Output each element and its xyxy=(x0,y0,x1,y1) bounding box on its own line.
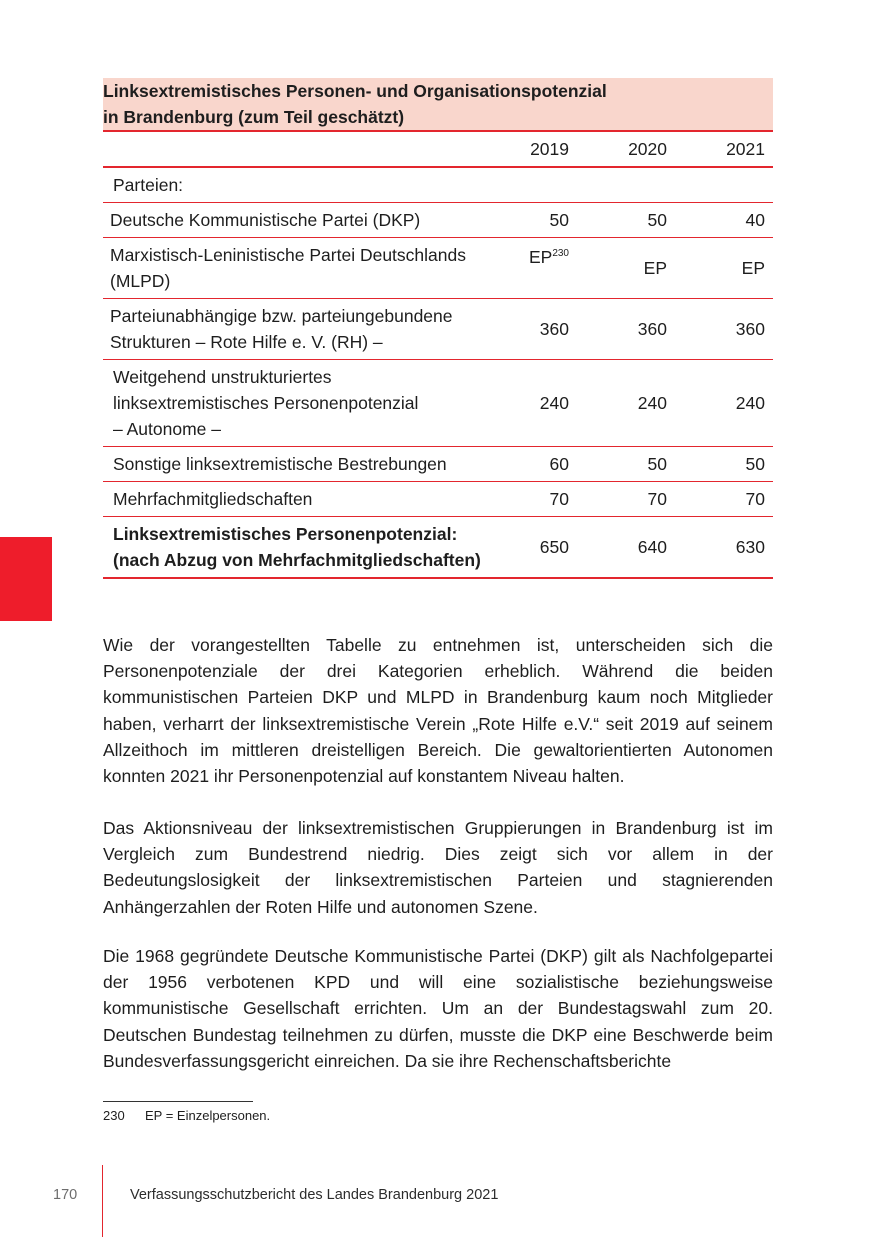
table-row xyxy=(103,202,773,237)
cell-value: 70 xyxy=(577,481,675,516)
running-footer-title: Verfassungsschutzbericht des Landes Brandenburg 2021 xyxy=(130,1187,499,1203)
year-header: 2020 xyxy=(577,131,675,167)
cell-value: 50 xyxy=(675,446,773,481)
paragraph: Wie der vorangestellten Tabelle zu entnehmen ist, unterscheiden sich die Personenpotenziale der drei Kategorien erheblich. Während die beiden kommunistischen Parteien DKP und MLPD in Brandenburg kaum noch Mitglieder haben, verharrt der linksextremistische Verein „Rote Hilfe e.V.“ seit 2019 auf seinem Allzeithoch im mittleren dreistelligen Bereich. Die gewaltorientierten Autonomen konnten 2021 ihr Personenpotenzial auf konstantem Niveau halten. xyxy=(103,635,773,787)
cell-value: 50 xyxy=(577,202,675,237)
cell-value: 360 xyxy=(487,298,577,359)
cell-value: 240 xyxy=(577,359,675,446)
row-label: Marxistisch-Leninistische Partei Deutschlands (MLPD) xyxy=(103,237,487,298)
table-title-line: in Brandenburg (zum Teil geschätzt) xyxy=(103,107,405,127)
row-label: Deutsche Kommunistische Partei (DKP) xyxy=(103,202,487,237)
table-row xyxy=(103,446,773,481)
table-header-row xyxy=(103,131,773,167)
cell-value: 50 xyxy=(487,202,577,237)
cell-value: EP$^{230}$ xyxy=(487,237,577,298)
cell-value: 50 xyxy=(577,446,675,481)
page-number: 170 xyxy=(53,1187,78,1203)
cell-value: 60 xyxy=(487,446,577,481)
section-label: Parteien: xyxy=(103,167,773,202)
footnote xyxy=(103,1107,270,1125)
table-title-line: Linksextremistisches Personen- und Organisationspotenzial xyxy=(103,81,607,101)
table-row xyxy=(103,298,773,359)
year-header: 2019 xyxy=(487,131,577,167)
row-label: Parteiunabhängige bzw. parteiungebundene Strukturen – Rote Hilfe e. V. (RH) – xyxy=(103,298,487,359)
table-row xyxy=(103,481,773,516)
row-label: Mehrfachmitgliedschaften xyxy=(103,481,487,516)
table-row xyxy=(103,359,773,446)
cell-value: 360 xyxy=(577,298,675,359)
cell-value: 70 xyxy=(675,481,773,516)
table-total-row xyxy=(103,516,773,578)
total-label: Linksextremistisches Personenpotenzial: (nach Abzug von Mehrfachmitgliedschaften) xyxy=(103,516,487,578)
paragraph: Die 1968 gegründete Deutsche Kommunistische Partei (DKP) gilt als Nachfolgepartei der 1956 verbotenen KPD und will eine sozialistische beziehungsweise kommunistische Gesellschaft errichten. Um an der Bundestagswahl zum 20. Deutschen Bundestag teilnehmen zu dürfen, musste die DKP eine Beschwerde beim Bundesverfassungsgericht einreichen. Da sie ihre Rechenschaftsberichte xyxy=(103,946,773,1071)
footnote-ref: 230 xyxy=(552,247,569,259)
cell-value: 240 xyxy=(675,359,773,446)
table-title xyxy=(103,78,773,131)
footer-divider xyxy=(102,1165,103,1237)
year-header: 2021 xyxy=(675,131,773,167)
table-title-row xyxy=(103,78,773,131)
cell-value: 240 xyxy=(487,359,577,446)
cell-value: 360 xyxy=(675,298,773,359)
table-section-row xyxy=(103,167,773,202)
row-label: Sonstige linksextremistische Bestrebungen xyxy=(103,446,487,481)
cell-value: EP xyxy=(577,237,675,298)
row-label: Weitgehend unstrukturiertes linksextremistisches Personenpotenzial – Autonome – xyxy=(103,359,487,446)
footnote-text: EP = Einzelpersonen. xyxy=(145,1108,271,1123)
potential-table xyxy=(103,78,773,579)
footnote-divider xyxy=(103,1101,253,1102)
total-value: 650 xyxy=(487,516,577,578)
footnote-number: 230 xyxy=(103,1108,125,1123)
cell-value: EP xyxy=(675,237,773,298)
cell-value: 70 xyxy=(487,481,577,516)
cell-value: 40 xyxy=(675,202,773,237)
chapter-marker-tab xyxy=(0,537,52,621)
total-value: 640 xyxy=(577,516,675,578)
paragraph: Das Aktionsniveau der linksextremistischen Gruppierungen in Brandenburg ist im Vergleich zum Bundestrend niedrig. Dies zeigt sich vor allem in der Bedeutungslosigkeit der linksextremistischen Parteien und stagnierenden Anhängerzahlen der Roten Hilfe und autonomen Szene. xyxy=(103,818,773,917)
total-value: 630 xyxy=(675,516,773,578)
table-row xyxy=(103,237,773,298)
